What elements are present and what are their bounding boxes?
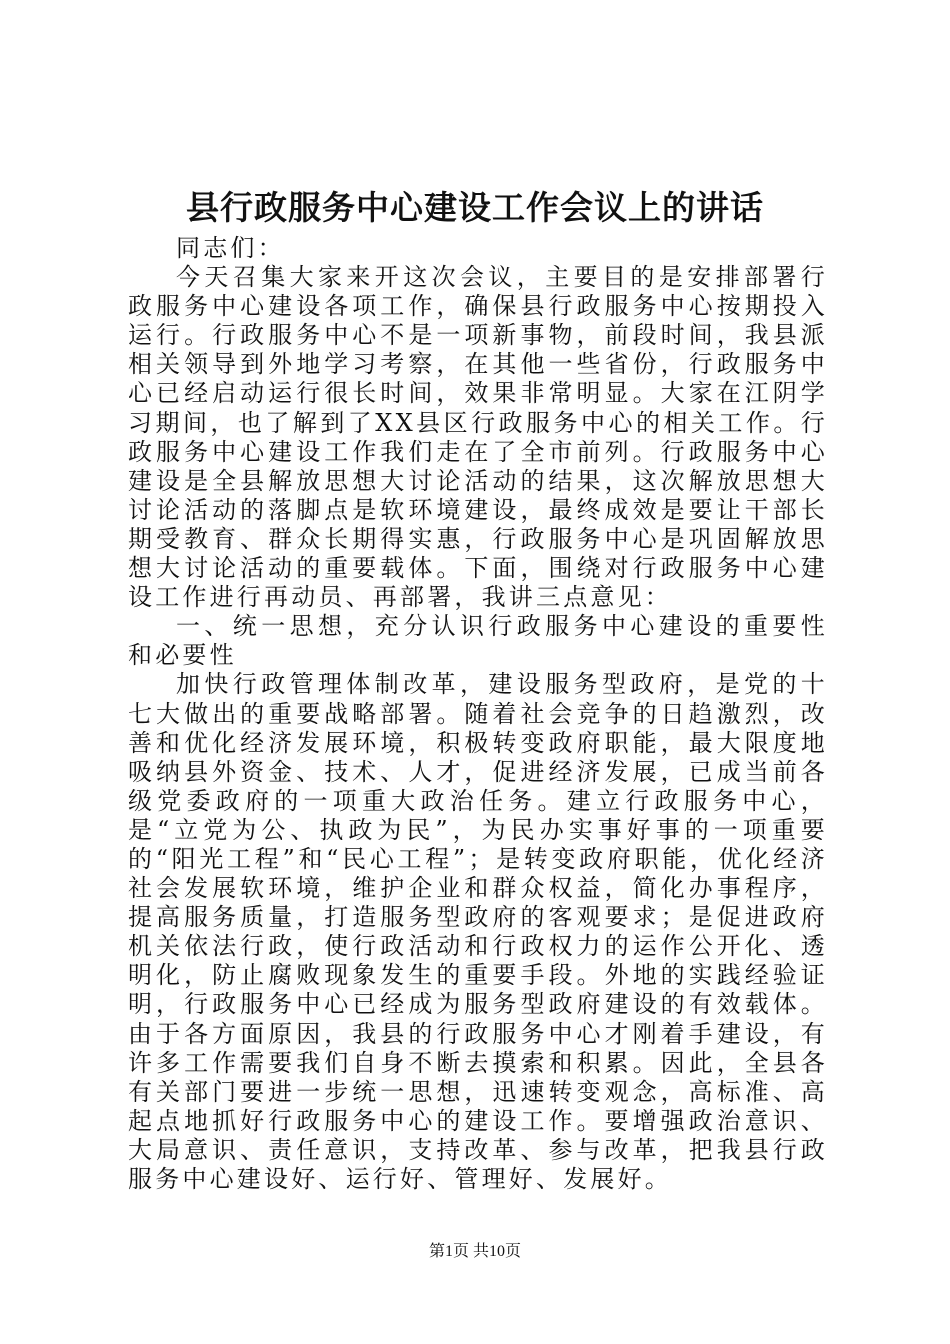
page-footer: 第1页 共10页 <box>428 1243 521 1260</box>
paragraph-intro: 今天召集大家来开这次会议，主要目的是安排部署行政服务中心建设各项工作，确保县行政服务中心按期投入运行。行政服务中心不是一项新事物，前段时间，我县派相关领导到外地学习考察，在其他一些省份，行政服务中心已经启动运行很长时间，效果非常明显。大家在江阴学习期间，也了解到了XX县区行政服务中心的相关工作。行政服务中心建设工作我们走在了全市前列。行政服务中心建设是全县解放思想大讨论活动的结果，这次解放思想大讨论活动的落脚点是软环境建设，最终成效是要让干部长期受教育、群众长期得实惠，行政服务中心是巩固解放思想大讨论活动的重要载体。下面，围绕对行政服务中心建设工作进行再动员、再部署，我讲三点意见： <box>128 263 828 612</box>
document-body <box>128 234 828 1194</box>
greeting: 同志们： <box>176 234 285 262</box>
paragraph-section-1: 加快行政管理体制改革，建设服务型政府，是党的十七大做出的重要战略部署。随着社会竞争的日趋激烈，改善和优化经济发展环境，积极转变政府职能，最大限度地吸纳县外资金、技术、人才，促进经济发展，已成当前各级党委政府的一项重大政治任务。建立行政服务中心，是“立党为公、执政为民”，为民办实事好事的一项重要的“阳光工程”和“民心工程”；是转变政府职能，优化经济社会发展软环境，维护企业和群众权益，简化办事程序，提高服务质量，打造服务型政府的客观要求；是促进政府机关依法行政，使行政活动和行政权力的运作公开化、透明化，防止腐败现象发生的重要手段。外地的实践经验证明，行政服务中心已经成为服务型政府建设的有效载体。由于各方面原因，我县的行政服务中心才刚着手建设，有许多工作需要我们自身不断去摸索和积累。因此，全县各有关部门要进一步统一思想，迅速转变观念，高标准、高起点地抓好行政服务中心的建设工作。要增强政治意识、大局意识、责任意识，支持改革、参与改革，把我县行政服务中心建设好、运行好、管理好、发展好。 <box>128 670 828 1193</box>
page-title: 县行政服务中心建设工作会议上的讲话 <box>186 188 764 227</box>
section-heading-1: 一、统一思想，充分认识行政服务中心建设的重要性和必要性 <box>128 612 828 670</box>
